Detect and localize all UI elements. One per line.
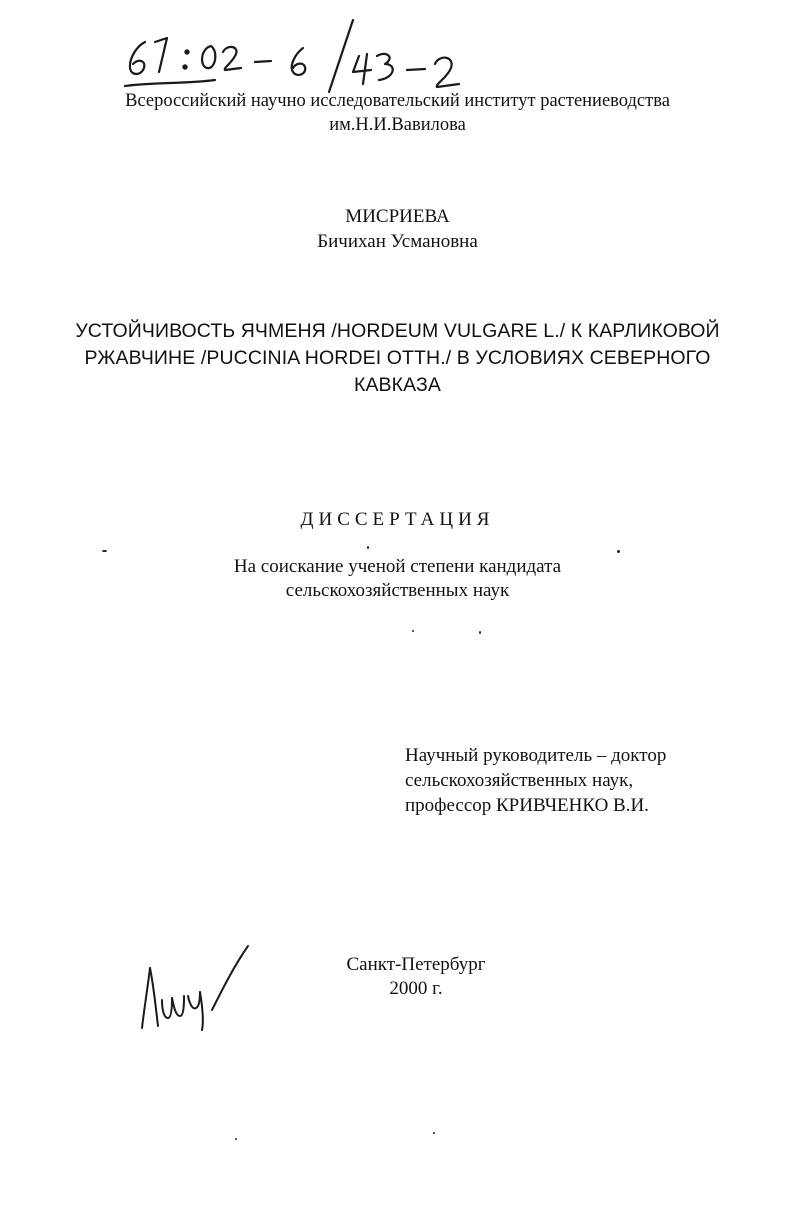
scan-speck [433,1132,435,1134]
work-type-label: ДИССЕРТАЦИЯ [300,509,495,530]
degree-line-1: На соискание ученой степени кандидата [233,556,562,577]
work-type [0,508,795,532]
title-line-2: РЖАВЧИНЕ /PUCCINIA HORDEI OTTH./ В УСЛОВИЯХ СЕВЕРНОГО [84,347,711,369]
scan-speck [102,550,107,552]
city: Санкт-Петербург [346,954,486,975]
dissertation-title [0,318,795,399]
title-line-1: УСТОЙЧИВОСТЬ ЯЧМЕНЯ /HORDEUM VULGARE L./ К КАРЛИКОВОЙ [75,320,720,342]
author-surname: МИСРИЕВА [345,206,450,227]
institute-line-2: им.Н.И.Вавилова [329,115,466,135]
institute-line-1: Всероссийский научно исследовательский институт растениеводства [125,91,670,111]
scan-speck [367,546,369,549]
institute-name [0,89,795,137]
author-block [0,204,795,254]
supervisor-block [405,743,666,818]
year: 2000 г. [389,978,443,999]
scan-speck [617,550,620,553]
degree-block [0,555,795,603]
supervisor-line-2: сельскохозяйственных наук, [405,770,634,791]
scan-speck [479,631,481,634]
handwritten-signature [130,940,260,1035]
place-year-block [340,953,492,1001]
degree-line-2: сельскохозяйственных наук [285,580,510,601]
supervisor-line-3: профессор КРИВЧЕНКО В.И. [405,795,649,816]
supervisor-line-1: Научный руководитель – доктор [405,745,667,766]
author-given-names: Бичихан Усмановна [317,231,478,252]
title-line-3: КАВКАЗА [353,374,441,396]
scan-speck [235,1138,237,1140]
scan-speck [412,630,414,632]
